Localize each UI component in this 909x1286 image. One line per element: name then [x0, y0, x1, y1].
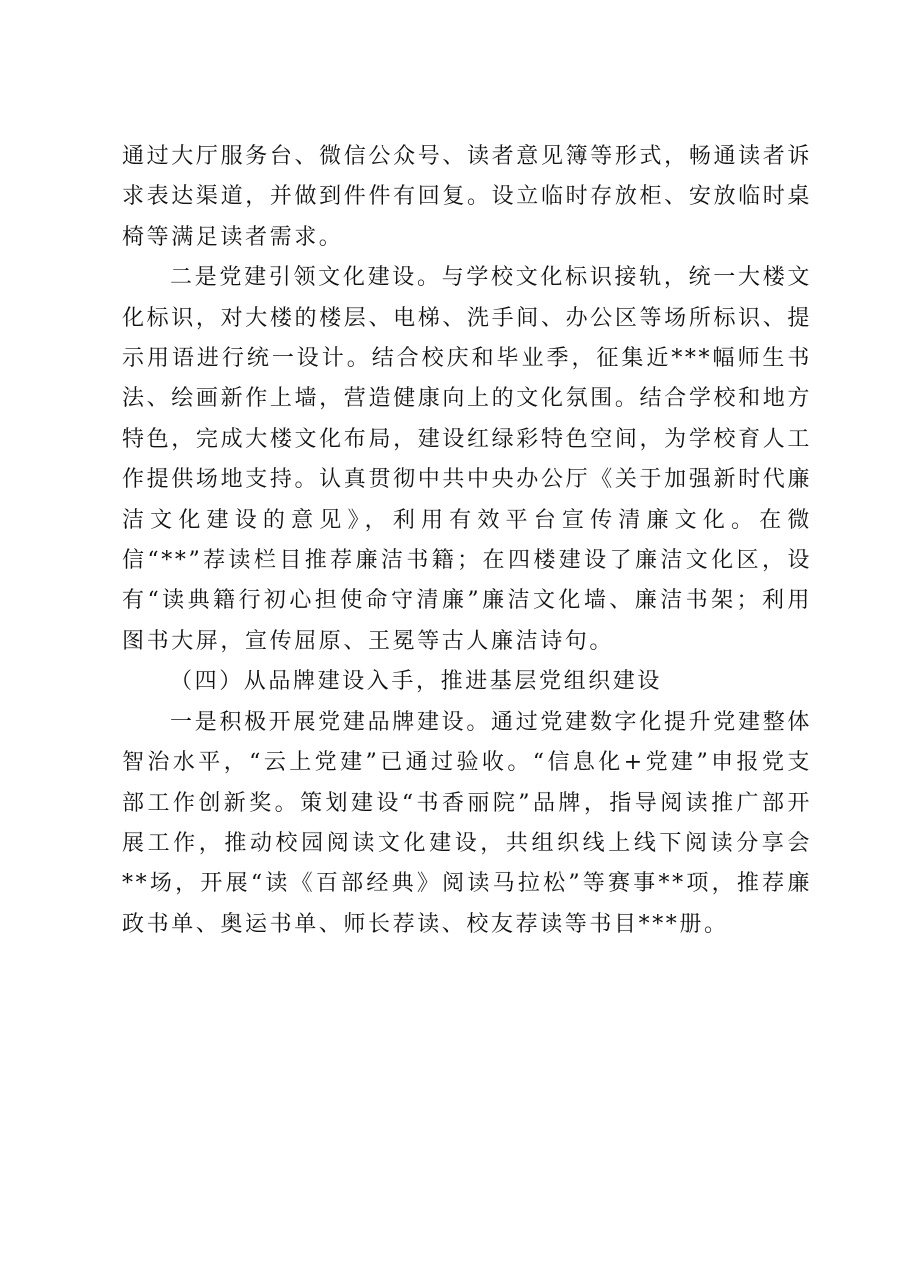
document-body: [122, 137, 812, 945]
paragraph-continuation: 通过大厅服务台、微信公众号、读者意见簿等形式，畅通读者诉求表达渠道，并做到件件有回复。设立临时存放柜、安放临时桌椅等满足读者需求。: [122, 144, 812, 250]
paragraph-culture-construction: 二是党建引领文化建设。与学校文化标识接轨，统一大楼文化标识，对大楼的楼层、电梯、洗手间、办公区等场所标识、提示用语进行统一设计。结合校庆和毕业季，征集近***幅师生书法、绘画新作上墙，营造健康向上的文化氛围。结合学校和地方特色，完成大楼文化布局，建设红绿彩特色空间，为学校育人工作提供场地支持。认真贯彻中共中央办公厅《关于加强新时代廉洁文化建设的意见》，利用有效平台宣传清廉文化。在微信“**”荐读栏目推荐廉洁书籍；在四楼建设了廉洁文化区，设有“读典籍行初心担使命守清廉”廉洁文化墙、廉洁书架；利用图书大屏，宣传屈原、王冕等古人廉洁诗句。: [122, 265, 812, 654]
paragraph-brand-construction: 一是积极开展党建品牌建设。通过党建数字化提升党建整体智治水平，“云上党建”已通过验收。“信息化+党建”申报党支部工作创新奖。策划建设“书香丽院”品牌，指导阅读推广部开展工作，推动校园阅读文化建设，共组织线上线下阅读分享会**场，开展“读《百部经典》阅读马拉松”等赛事**项，推荐廉政书单、奥运书单、师长荐读、校友荐读等书目***册。: [122, 709, 812, 937]
section-heading-brand: （四）从品牌建设入手，推进基层党组织建设: [170, 669, 663, 695]
